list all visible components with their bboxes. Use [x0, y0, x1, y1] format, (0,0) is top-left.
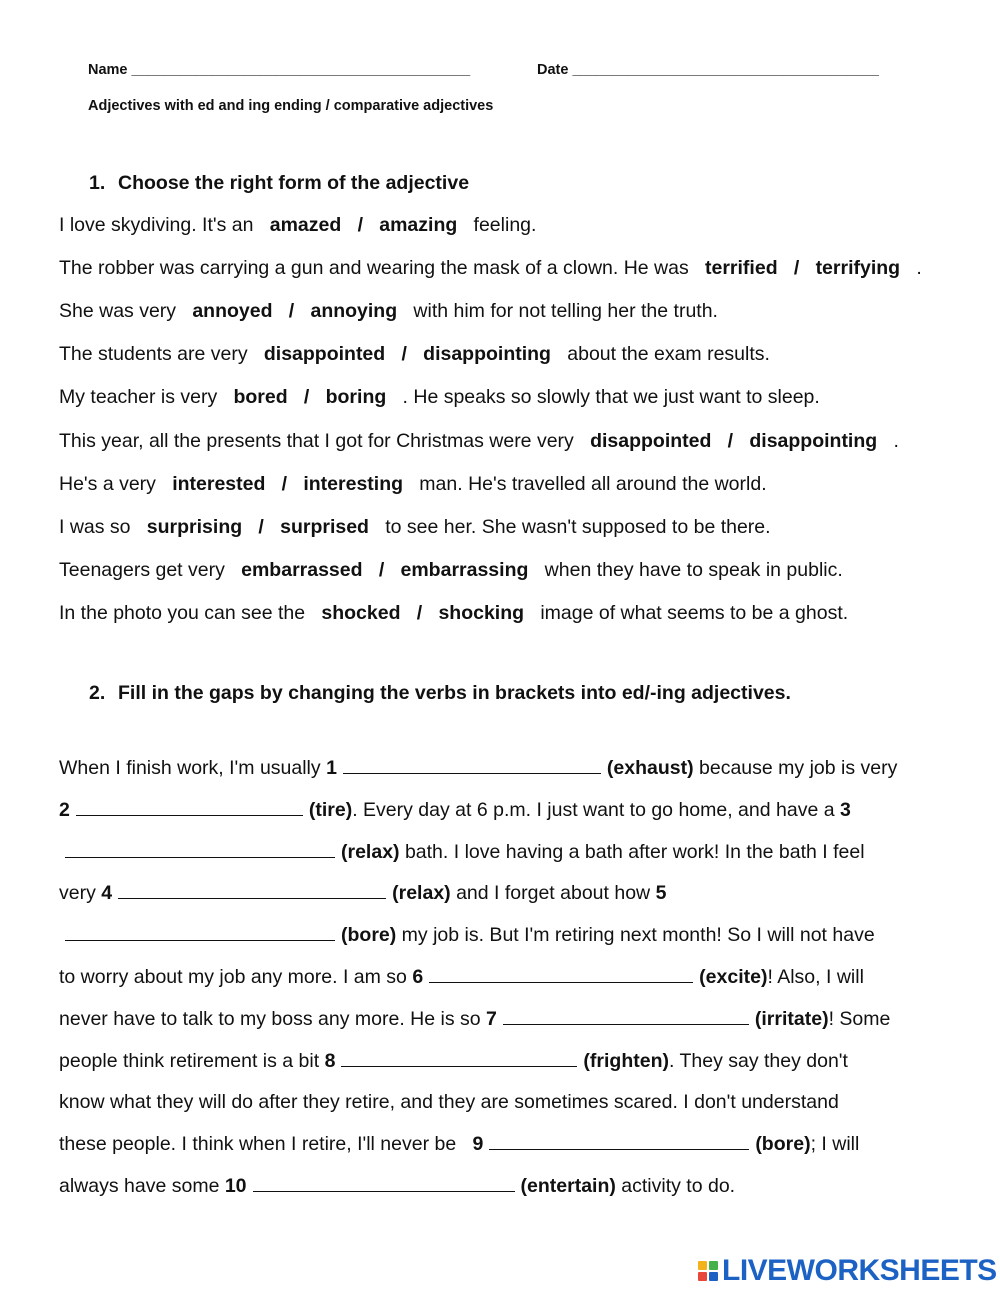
answer-blank[interactable] [65, 922, 335, 941]
option-separator: / [793, 257, 800, 280]
liveworksheets-logo-icon [698, 1261, 718, 1281]
answer-blank[interactable] [343, 755, 601, 774]
logo-square-1 [698, 1261, 707, 1270]
option-2[interactable]: boring [325, 386, 387, 409]
option-2[interactable]: amazing [379, 214, 458, 236]
worksheet-subtitle: Adjectives with ed and ing ending / comparative adjectives [88, 98, 494, 114]
verb-hint: (exhaust) [606, 757, 694, 779]
option-2[interactable]: interesting [303, 472, 404, 495]
name-line [88, 60, 470, 80]
paragraph-line [59, 1006, 890, 1032]
logo-square-3 [698, 1272, 707, 1281]
logo-square-2 [709, 1261, 718, 1270]
item-text-after: man. He's travelled all around the world. [419, 472, 767, 495]
option-1[interactable]: shocked [321, 601, 401, 624]
paragraph-line [59, 1048, 848, 1074]
date-label: Date [537, 62, 569, 78]
answer-blank[interactable] [253, 1173, 515, 1192]
option-1[interactable]: disappointed [263, 343, 386, 366]
paragraph-text: these people. I think when I retire, I'll never be [59, 1133, 473, 1156]
paragraph-line [59, 797, 851, 823]
item-text-before: Teenagers get very [59, 558, 225, 581]
paragraph-text: and I forget about how [450, 882, 656, 905]
date-line [537, 60, 879, 80]
paragraph-line [59, 839, 865, 865]
exercise-1-item [59, 600, 848, 626]
exercise-1-item [59, 298, 718, 324]
paragraph-text: ! Also, I will [767, 966, 864, 988]
gap-number: 8 [324, 1049, 336, 1072]
paragraph-text: When I finish work, I'm usually [59, 757, 327, 779]
exercise-1-item [59, 428, 899, 454]
gap-number: 3 [839, 798, 851, 821]
paragraph-text: . Every day at 6 p.m. I just want to go home, and have a [352, 798, 840, 821]
gap-number: 1 [326, 757, 337, 779]
answer-blank[interactable] [65, 839, 335, 858]
item-text-after: about the exam results. [567, 343, 770, 366]
option-1[interactable]: annoyed [192, 300, 273, 323]
item-text-after: feeling. [473, 214, 537, 236]
option-2[interactable]: embarrassing [400, 558, 529, 581]
liveworksheets-logo [698, 1256, 997, 1286]
paragraph-text: ! Some [828, 1007, 891, 1030]
answer-blank[interactable] [503, 1006, 749, 1025]
paragraph-text: people think retirement is a bit [59, 1049, 325, 1072]
paragraph-line [59, 1131, 859, 1157]
exercise-1-item [59, 557, 843, 583]
paragraph-line [59, 755, 897, 781]
item-text-after: to see her. She wasn't supposed to be there. [385, 515, 771, 538]
item-text-before: In the photo you can see the [59, 601, 306, 624]
exercise-1-item [59, 212, 536, 238]
paragraph-text: always have some [59, 1175, 225, 1197]
option-separator: / [288, 300, 295, 323]
option-separator: / [401, 343, 407, 366]
item-text-after: . He speaks so slowly that we just want to sleep. [402, 386, 820, 409]
option-1[interactable]: surprising [146, 515, 243, 538]
verb-hint: (bore) [341, 924, 397, 947]
option-2[interactable]: disappointing [423, 343, 551, 366]
paragraph-text: to worry about my job any more. I am so [59, 966, 413, 988]
verb-hint: (frighten) [583, 1049, 669, 1072]
paragraph-line [59, 1089, 839, 1115]
item-text-after: . [893, 429, 899, 452]
paragraph-text: bath. I love having a bath after work! In the bath I feel [399, 840, 865, 863]
section-1-heading [89, 170, 469, 196]
item-text-before: My teacher is very [59, 386, 218, 409]
option-separator: / [303, 386, 310, 409]
item-text-after: with him for not telling her the truth. [413, 300, 718, 323]
paragraph-text: ; I will [810, 1133, 860, 1156]
name-label: Name [88, 62, 128, 78]
item-text-before: This year, all the presents that I got for Christmas were very [59, 429, 574, 452]
verb-hint: (excite) [699, 966, 768, 988]
gap-number: 9 [472, 1133, 484, 1156]
gap-number: 10 [224, 1175, 247, 1197]
option-2[interactable]: surprised [280, 515, 369, 538]
answer-blank[interactable] [341, 1048, 577, 1067]
option-separator: / [378, 558, 385, 581]
verb-hint: (bore) [755, 1133, 811, 1156]
paragraph-line [59, 1173, 735, 1199]
section-2-title: Fill in the gaps by changing the verbs in brackets into ed/-ing adjectives. [118, 682, 791, 704]
item-text-before: She was very [59, 300, 177, 323]
option-1[interactable]: interested [172, 472, 266, 495]
name-blank[interactable]: __________________________________________ [131, 62, 471, 78]
option-2[interactable]: shocking [438, 601, 525, 624]
option-separator: / [727, 429, 734, 452]
paragraph-line [59, 964, 864, 990]
gap-number: 7 [486, 1007, 497, 1030]
answer-blank[interactable] [76, 797, 303, 816]
option-separator: / [258, 515, 264, 538]
gap-number: 6 [412, 966, 424, 988]
gap-number: 4 [101, 882, 113, 905]
paragraph-text: know what they will do after they retire, and they are sometimes scared. I don't understand [59, 1091, 839, 1114]
option-separator: / [281, 472, 288, 495]
item-text-before: The students are very [59, 343, 248, 366]
paragraph-text: never have to talk to my boss any more. He is so [59, 1007, 487, 1030]
verb-hint: (tire) [308, 798, 353, 821]
section-1-number: 1. [89, 172, 106, 194]
item-text-before: I love skydiving. It's an [59, 214, 254, 236]
item-text-before: He's a very [59, 472, 156, 495]
gap-number: 2 [59, 798, 70, 821]
exercise-1-item [59, 514, 771, 540]
item-text-before: I was so [59, 515, 131, 538]
option-1[interactable]: bored [233, 386, 288, 409]
liveworksheets-logo-text: LIVEWORKSHEETS [722, 1254, 997, 1287]
item-text-after: . [916, 257, 922, 280]
paragraph-text: . They say they don't [668, 1049, 848, 1072]
paragraph-line [59, 922, 875, 948]
date-blank[interactable]: ______________________________________ [572, 62, 879, 78]
item-text-after: when they have to speak in public. [544, 558, 843, 581]
verb-hint: (relax) [341, 840, 400, 863]
answer-blank[interactable] [429, 964, 693, 983]
answer-blank[interactable] [118, 880, 386, 899]
logo-square-4 [709, 1272, 718, 1281]
verb-hint: (entertain) [520, 1175, 616, 1197]
option-2[interactable]: terrifying [815, 257, 901, 280]
section-2-number: 2. [89, 682, 106, 704]
section-1-title: Choose the right form of the adjective [118, 172, 470, 194]
verb-hint: (relax) [392, 882, 451, 905]
paragraph-text: very [59, 882, 102, 905]
item-text-before: The robber was carrying a gun and wearing the mask of a clown. He was [59, 257, 689, 280]
section-2-heading [89, 680, 791, 706]
gap-number: 5 [655, 882, 667, 905]
option-1[interactable]: disappointed [590, 429, 712, 452]
option-2[interactable]: annoying [310, 300, 398, 323]
paragraph-line [59, 880, 666, 906]
option-1[interactable]: embarrassed [241, 558, 363, 581]
verb-hint: (irritate) [754, 1007, 829, 1030]
option-1[interactable]: terrified [705, 257, 778, 280]
paragraph-text: because my job is very [693, 757, 898, 779]
answer-blank[interactable] [489, 1131, 749, 1150]
option-2[interactable]: disappointing [749, 429, 878, 452]
exercise-1-item [59, 255, 922, 281]
paragraph-text: activity to do. [615, 1175, 736, 1197]
exercise-1-item [59, 471, 767, 497]
exercise-1-item [59, 384, 820, 410]
paragraph-text: my job is. But I'm retiring next month! So I will not have [396, 924, 875, 947]
option-separator: / [416, 601, 423, 624]
item-text-after: image of what seems to be a ghost. [540, 601, 849, 624]
option-separator: / [357, 214, 363, 236]
exercise-1-item [59, 341, 770, 367]
option-1[interactable]: amazed [269, 214, 342, 236]
